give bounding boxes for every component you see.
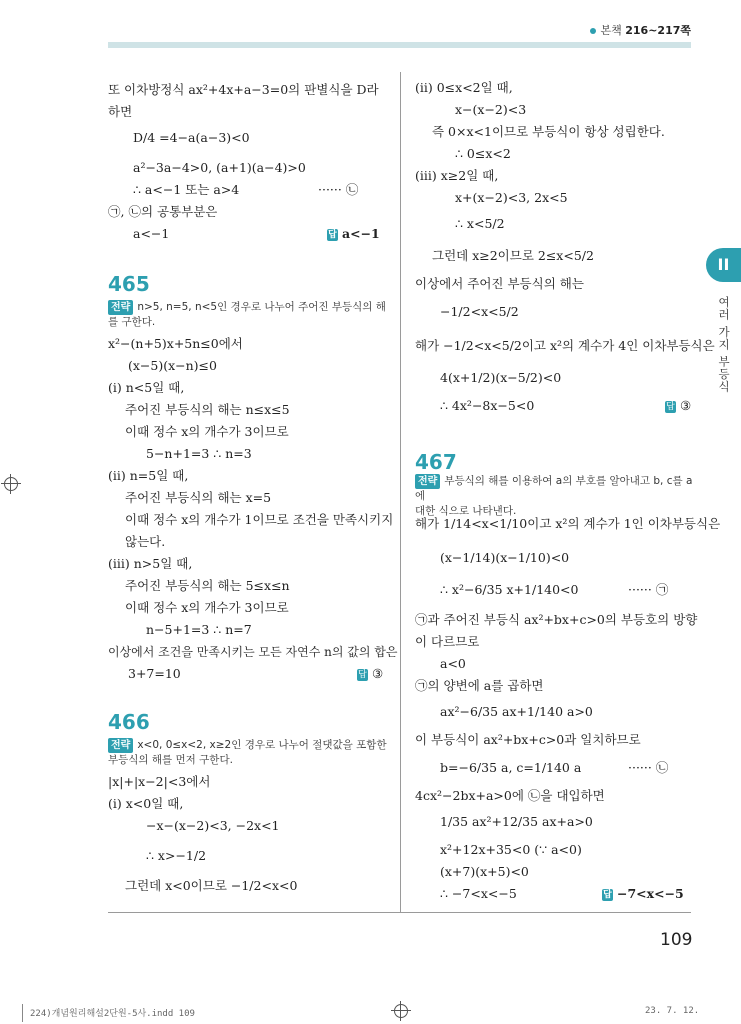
text-line: b=−6/35 a, c=1/140 a [440,760,582,775]
text-line: x²+12x+35<0 (∵ a<0) [440,842,582,857]
text-line: 않는다. [125,534,166,549]
bullet-icon [590,28,596,34]
crop-mark [22,1004,23,1022]
text-line: 이 다르므로 [415,634,480,649]
text-line: 주어진 부등식의 해는 n≤x≤5 [125,402,290,417]
registration-mark-icon [394,1004,408,1018]
strategy: 전략 n>5, n=5, n<5인 경우로 나누어 주어진 부등식의 해 를 구한다. [108,301,386,328]
text-line: 4cx²−2bx+a>0에 ㉡을 대입하면 [415,788,605,803]
text-line: 이때 정수 x의 개수가 3이므로 [125,424,289,439]
text-line: ㉠과 주어진 부등식 ax²+bx+c>0의 부등호의 방향 [415,612,698,627]
answer-icon: 답 [603,890,612,900]
text-line: n−5+1=3 ∴ n=7 [146,622,252,637]
answer: 답 ③ [666,398,692,413]
text-line: 또 이차방정식 ax²+4x+a−3=0의 판별식을 D라 [108,82,379,97]
equation: ∴ a<−1 또는 a>4 [133,182,240,197]
text-line: 3+7=10 [128,666,181,681]
text-line: (ⅰ) x<0일 때, [108,796,184,811]
text-line: ㉠의 양변에 a를 곱하면 [415,678,544,693]
text-line: (x+7)(x+5)<0 [440,864,529,879]
text-line: (x−5)(x−n)≤0 [128,358,217,373]
text-line: (x−1/14)(x−1/10)<0 [440,550,570,565]
text-line: (ⅱ) 0≤x<2일 때, [415,80,513,95]
equation-tag: ······ ㉡ [318,182,359,197]
text-line: x²−(n+5)x+5n≤0에서 [108,336,243,351]
header-label: 본책 [600,24,622,37]
registration-mark-icon [4,477,18,491]
page-number: 109 [660,930,693,950]
text-line: (ⅰ) n<5일 때, [108,380,185,395]
text-line: ∴ −7<x<−5 [440,886,517,901]
text-line: ∴ 0≤x<2 [455,146,511,161]
text-line: x−(x−2)<3 [455,102,527,117]
strategy: 전략 x<0, 0≤x<2, x≥2인 경우로 나누어 절댓값을 포함한 부등식의 해를 먼저 구한다. [108,739,387,766]
text-line: 그런데 x<0이므로 −1/2<x<0 [125,878,298,893]
text-line: ax²−6/35 ax+1/140 a>0 [440,704,593,719]
equation: D/4 =4−a(a−3)<0 [133,130,250,145]
text-line: 해가 1/14<x<1/10이고 x²의 계수가 1인 이차부등식은 [415,516,721,531]
chapter-title: 여러 가지 부등식 [717,296,731,393]
text-line: ∴ 4x²−8x−5<0 [440,398,535,413]
text-line: 즉 0×x<1이므로 부등식이 항상 성립한다. [432,124,665,139]
answer: 답 a<−1 [328,226,380,241]
strategy-badge: 전략 [108,738,133,753]
text-line: 이때 정수 x의 개수가 1이므로 조건을 만족시키지 [125,512,394,527]
text-line: 이때 정수 x의 개수가 3이므로 [125,600,289,615]
text-line: a<0 [440,656,466,671]
strategy-badge: 전략 [108,300,133,315]
text-line: (ⅲ) x≥2일 때, [415,168,499,183]
page-header [590,22,691,38]
strategy: 전략 부등식의 해를 이용하여 a의 부호를 알아내고 b, c를 a에 대한 식으로 나타낸다. [415,475,693,517]
text-line: 이 부등식이 ax²+bx+c>0과 일치하므로 [415,732,641,747]
text-line: ∴ x<5/2 [455,216,505,231]
text-line: 주어진 부등식의 해는 x=5 [125,490,272,505]
text-line: 5−n+1=3 ∴ n=3 [146,446,252,461]
text-line: ㉠, ㉡의 공통부분은 [108,204,218,219]
strategy-badge: 전략 [415,474,440,489]
text-line: −x−(x−2)<3, −2x<1 [146,818,280,833]
problem-number: 466 [108,710,150,734]
answer: 답 −7<x<−5 [603,886,684,901]
problem-number: 465 [108,272,150,296]
header-bar [108,42,691,48]
footer-date: 23. 7. 12. [645,1006,700,1016]
text-line: 해가 −1/2<x<5/2이고 x²의 계수가 4인 이차부등식은 [415,338,715,353]
answer-icon: 답 [358,670,367,680]
text-line: x+(x−2)<3, 2x<5 [455,190,568,205]
column-divider [400,72,401,912]
text-line: 하면 [108,104,133,119]
answer: 답 ③ [358,666,384,681]
text-line: |x|+|x−2|<3에서 [108,774,211,789]
answer-icon: 답 [666,402,675,412]
footer-file: 224)개념원리해설2단원-5사.indd 109 [30,1009,195,1019]
equation: a²−3a−4>0, (a+1)(a−4)>0 [133,160,306,175]
text-line: ∴ x>−1/2 [146,848,207,863]
problem-number: 467 [415,450,457,474]
bottom-rule [108,912,691,913]
text-line: 4(x+1/2)(x−5/2)<0 [440,370,562,385]
answer-icon: 답 [328,230,337,240]
equation-tag: ······ ㉠ [628,582,669,597]
header-pages: 216~217쪽 [625,24,691,37]
text-line: (ⅲ) n>5일 때, [108,556,193,571]
equation-tag: ······ ㉡ [628,760,669,775]
text-line: 그런데 x≥2이므로 2≤x<5/2 [432,248,594,263]
text-line: ∴ x²−6/35 x+1/140<0 [440,582,579,597]
text-line: 이상에서 주어진 부등식의 해는 [415,276,584,291]
text-line: 1/35 ax²+12/35 ax+a>0 [440,814,593,829]
text-line: −1/2<x<5/2 [440,304,519,319]
text-line: 이상에서 조건을 만족시키는 모든 자연수 n의 값의 합은 [108,645,398,659]
chapter-tab: II [706,248,741,282]
text-line: 주어진 부등식의 해는 5≤x≤n [125,578,290,593]
equation: a<−1 [133,226,170,241]
text-line: (ⅱ) n=5일 때, [108,468,189,483]
